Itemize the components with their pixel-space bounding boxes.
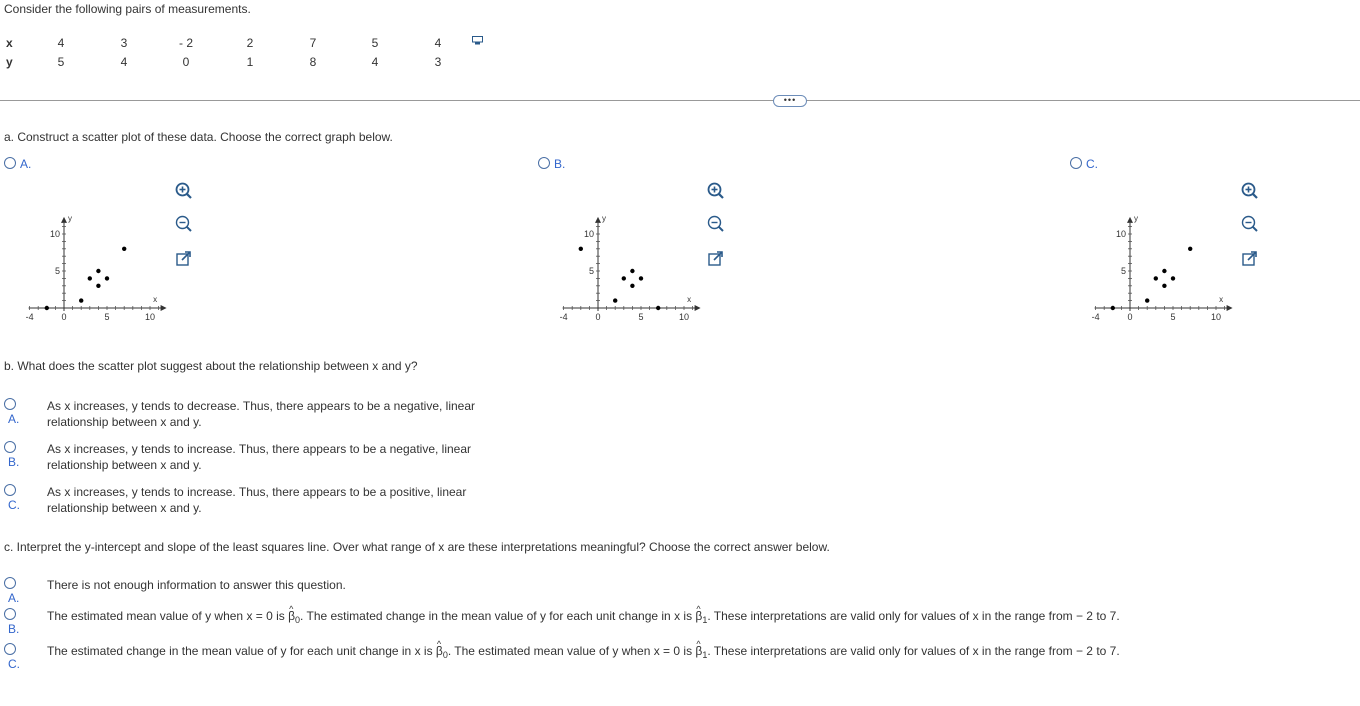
- option-letter: B.: [8, 622, 20, 636]
- radio-button[interactable]: [4, 608, 16, 620]
- y-cell: 5: [57, 54, 65, 69]
- y-label: y: [6, 54, 13, 69]
- data-point: [630, 284, 634, 288]
- open-new-window-icon[interactable]: [1240, 249, 1260, 269]
- separator-line: [0, 100, 1360, 101]
- y-cell: 4: [371, 54, 379, 69]
- beta-hat-symbol: ^ β: [436, 643, 443, 659]
- option-letter: C.: [8, 657, 20, 671]
- option-text: [47, 484, 527, 516]
- x-axis-arrow: [695, 305, 701, 311]
- beta-hat-symbol: ^ β: [288, 608, 295, 624]
- radio-button[interactable]: [1070, 157, 1082, 169]
- scatter-plot-b: [554, 178, 714, 332]
- x-tick-label: 10: [678, 312, 690, 322]
- open-new-window-icon[interactable]: [706, 249, 726, 269]
- option-text-line: relationship between x and y.: [47, 501, 202, 515]
- zoom-out-icon[interactable]: [1240, 214, 1260, 234]
- x-tick-label: 0: [1127, 312, 1133, 322]
- radio-button[interactable]: [4, 157, 16, 169]
- text-segment: . The estimated change in the mean value of y for each unit change in x is: [300, 609, 696, 623]
- open-new-window-icon[interactable]: [174, 249, 194, 269]
- data-point: [96, 269, 100, 273]
- y-axis-arrow: [595, 217, 601, 223]
- y-axis-label: y: [68, 213, 72, 223]
- option-letter: A.: [20, 157, 32, 171]
- x-cell: - 2: [178, 35, 193, 50]
- data-point: [1162, 284, 1166, 288]
- y-tick-label: 5: [588, 266, 594, 276]
- data-point: [656, 306, 660, 310]
- x-tick-label: -4: [25, 312, 34, 322]
- subscript: 0: [295, 615, 301, 625]
- x-tick-label: -4: [1091, 312, 1100, 322]
- data-point: [630, 269, 634, 273]
- x-axis-label: x: [153, 295, 158, 304]
- x-axis-arrow: [1227, 305, 1233, 311]
- data-point: [1162, 269, 1166, 273]
- y-axis-label: y: [602, 213, 606, 223]
- x-axis-label: x: [687, 295, 692, 304]
- y-axis-arrow: [61, 217, 67, 223]
- part-b-question: b. What does the scatter plot suggest about the relationship between x and y?: [4, 359, 418, 373]
- x-cell: 3: [120, 35, 128, 50]
- y-cell: 4: [120, 54, 128, 69]
- part-c-question: c. Interpret the y-intercept and slope of the least squares line. Over what range of x are these interpretations meaningful? Choose the correct answer below.: [4, 540, 830, 554]
- y-cell: 1: [246, 54, 254, 69]
- option-text: There is not enough information to answer this question.: [47, 578, 346, 592]
- data-point: [613, 298, 617, 302]
- text-segment: . These interpretations are valid only for values of x in the range from − 2 to 7.: [707, 609, 1120, 623]
- option-text-line: As x increases, y tends to increase. Thus, there appears to be a positive, linear: [47, 485, 467, 499]
- measurement-table: [0, 33, 472, 71]
- x-tick-label: 5: [104, 312, 110, 322]
- graph-option-a[interactable]: [4, 157, 31, 171]
- x-cell: 5: [371, 35, 379, 50]
- option-text-line: relationship between x and y.: [47, 415, 202, 429]
- y-cell: 0: [182, 54, 190, 69]
- subscript: 1: [702, 615, 708, 625]
- intro-text: Consider the following pairs of measurements.: [4, 2, 251, 16]
- data-point: [1188, 247, 1192, 251]
- data-point: [1111, 306, 1115, 310]
- x-row: [0, 33, 472, 52]
- text-segment: The estimated mean value of y when x = 0 is: [47, 609, 289, 623]
- option-letter: B.: [554, 157, 566, 171]
- y-tick-label: 10: [49, 229, 60, 239]
- data-point: [105, 276, 109, 280]
- data-point: [1154, 276, 1158, 280]
- data-point: [79, 298, 83, 302]
- x-axis-arrow: [161, 305, 167, 311]
- more-button[interactable]: •••: [773, 95, 807, 107]
- y-cell: 3: [434, 54, 442, 69]
- data-point: [639, 276, 643, 280]
- data-point: [1171, 276, 1175, 280]
- x-tick-label: 0: [595, 312, 601, 322]
- option-text: [47, 398, 527, 430]
- copy-data-icon[interactable]: [472, 36, 483, 45]
- x-cell: 4: [434, 35, 442, 50]
- option-text: [47, 608, 1120, 628]
- subscript: 0: [442, 650, 448, 660]
- y-tick-label: 5: [1120, 266, 1126, 276]
- y-axis-label: y: [1134, 213, 1138, 223]
- radio-button[interactable]: [4, 441, 16, 453]
- zoom-out-icon[interactable]: [174, 214, 194, 234]
- y-axis-arrow: [1127, 217, 1133, 223]
- y-tick-label: 10: [583, 229, 594, 239]
- y-row: [0, 52, 472, 71]
- data-point: [579, 247, 583, 251]
- beta-hat-symbol: ^ β: [695, 608, 702, 624]
- option-text-line: As x increases, y tends to increase. Thus, there appears to be a negative, linear: [47, 442, 472, 456]
- y-cell: 8: [309, 54, 317, 69]
- beta-hat-symbol: ^ β: [695, 643, 702, 659]
- scatter-plot-a: [20, 178, 180, 332]
- option-text-line: relationship between x and y.: [47, 458, 202, 472]
- option-letter: A.: [8, 591, 20, 605]
- data-point: [122, 247, 126, 251]
- y-tick-label: 5: [54, 266, 60, 276]
- radio-button[interactable]: [4, 484, 16, 496]
- option-letter: B.: [8, 455, 20, 469]
- data-point: [88, 276, 92, 280]
- data-point: [45, 306, 49, 310]
- zoom-in-icon[interactable]: [706, 181, 726, 201]
- data-point: [622, 276, 626, 280]
- option-letter: C.: [1086, 157, 1098, 171]
- x-tick-label: 5: [1170, 312, 1176, 322]
- zoom-in-icon[interactable]: [174, 181, 194, 201]
- y-tick-label: 10: [1115, 229, 1126, 239]
- x-tick-label: 10: [1210, 312, 1222, 322]
- graph-option-c[interactable]: [1070, 157, 1098, 171]
- text-segment: . The estimated mean value of y when x = 0 is: [447, 644, 696, 658]
- data-point: [96, 284, 100, 288]
- zoom-out-icon[interactable]: [706, 214, 726, 234]
- x-tick-label: 0: [61, 312, 67, 322]
- graph-option-b[interactable]: [538, 157, 565, 171]
- x-tick-label: -4: [559, 312, 568, 322]
- part-a-question: a. Construct a scatter plot of these data. Choose the correct graph below.: [4, 130, 393, 144]
- option-text: [47, 441, 527, 473]
- text-segment: . These interpretations are valid only for values of x in the range from − 2 to 7.: [707, 644, 1120, 658]
- scatter-plot-c: [1086, 178, 1246, 332]
- option-text: [47, 643, 1120, 663]
- x-axis-label: x: [1219, 295, 1224, 304]
- radio-button[interactable]: [538, 157, 550, 169]
- x-tick-label: 5: [638, 312, 644, 322]
- option-text-line: As x increases, y tends to decrease. Thus, there appears to be a negative, linear: [47, 399, 476, 413]
- data-point: [1145, 298, 1149, 302]
- zoom-in-icon[interactable]: [1240, 181, 1260, 201]
- radio-button[interactable]: [4, 577, 16, 589]
- option-letter: C.: [8, 498, 20, 512]
- subscript: 1: [702, 650, 708, 660]
- x-cell: 4: [57, 35, 65, 50]
- x-cell: 7: [309, 35, 317, 50]
- radio-button[interactable]: [4, 643, 16, 655]
- x-tick-label: 10: [144, 312, 156, 322]
- option-letter: A.: [8, 412, 20, 426]
- x-label: x: [6, 35, 13, 50]
- text-segment: The estimated change in the mean value of y for each unit change in x is: [47, 644, 436, 658]
- radio-button[interactable]: [4, 398, 16, 410]
- x-cell: 2: [246, 35, 254, 50]
